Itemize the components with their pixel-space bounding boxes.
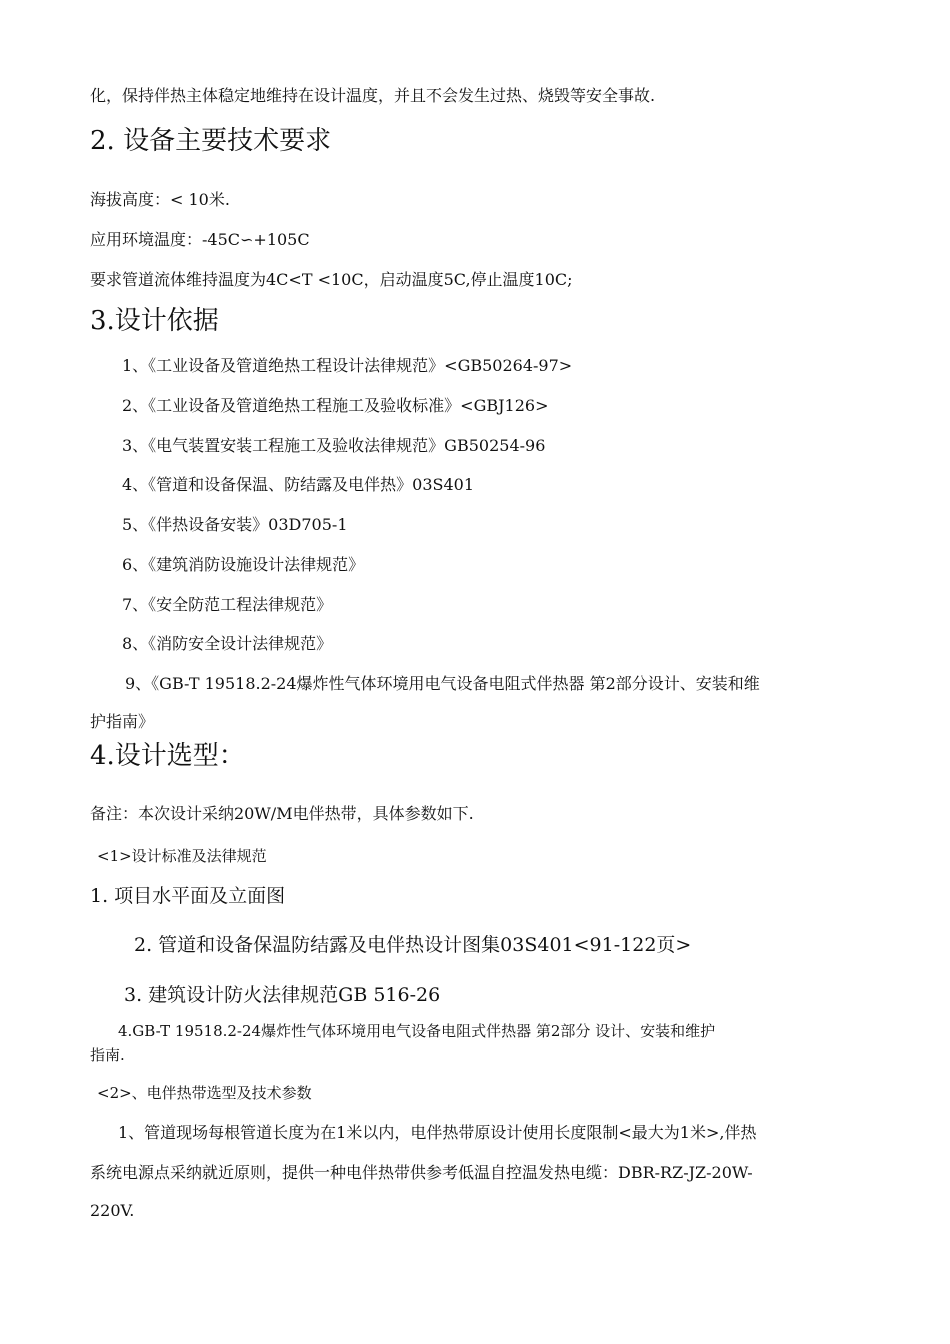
basis-item-9-line-2: 护指南》 [90,712,155,731]
basis-item-9-line-1: 9、《GB-T 19518.2-24爆炸性气体环境用电气设备电阻式伴热器 第2部分设计、安装和维 [125,674,760,693]
basis-item-3: 3、《电气装置安装工程施工及验收法律规范》GB50254-96 [122,436,546,455]
standard-item-4-line-1: 4.GB-T 19518.2-24爆炸性气体环境用电气设备电阻式伴热器 第2部分 设计、安装和维护 [118,1022,716,1040]
selection-paragraph-line-2: 系统电源点采纳就近原则，提供一种电伴热带供参考低温自控温发热电缆：DBR-RZ-JZ-20W- [90,1163,753,1182]
basis-item-7: 7、《安全防范工程法律规范》 [122,595,333,614]
section-3-heading: 3.设计依据 [90,306,219,336]
selection-paragraph-line-3: 220V. [90,1201,135,1220]
basis-item-5: 5、《伴热设备安装》03D705-1 [122,515,348,534]
standard-item-2: 2. 管道和设备保温防结露及电伴热设计图集03S401<91-122页> [134,934,692,956]
basis-item-1: 1、《工业设备及管道绝热工程设计法律规范》<GB50264-97> [122,356,573,375]
requirement-altitude: 海拔高度：< 10米. [90,190,230,209]
intro-continuation: 化，保持伴热主体稳定地维持在设计温度，并且不会发生过热、烧毁等安全事故. [90,86,656,105]
sub-section-1-title: <1>设计标准及法律规范 [97,847,267,865]
basis-item-8: 8、《消防安全设计法律规范》 [122,634,333,653]
basis-item-6: 6、《建筑消防设施设计法律规范》 [122,555,365,574]
selection-paragraph-line-1: 1、管道现场每根管道长度为在1米以内，电伴热带原设计使用长度限制<最大为1米>,伴热 [118,1123,757,1142]
section-2-heading: 2. 设备主要技术要求 [90,126,332,156]
sub-section-2-title: <2>、电伴热带选型及技术参数 [97,1084,312,1102]
basis-item-2: 2、《工业设备及管道绝热工程施工及验收标准》<GBJ126> [122,396,549,415]
requirement-maintain-temperature: 要求管道流体维持温度为4C<T <10C，启动温度5C,停止温度10C; [90,270,573,289]
standard-item-1: 1. 项目水平面及立面图 [90,885,286,907]
requirement-ambient-temperature: 应用环境温度：-45C∽+105C [90,230,310,249]
section-4-heading: 4.设计选型： [90,741,245,771]
standard-item-4-line-2: 指南. [90,1046,125,1064]
selection-note: 备注：本次设计采纳20W/M电伴热带，具体参数如下. [90,804,474,823]
basis-item-4: 4、《管道和设备保温、防结露及电伴热》03S401 [122,475,475,494]
standard-item-3: 3. 建筑设计防火法律规范GB 516-26 [124,984,441,1006]
